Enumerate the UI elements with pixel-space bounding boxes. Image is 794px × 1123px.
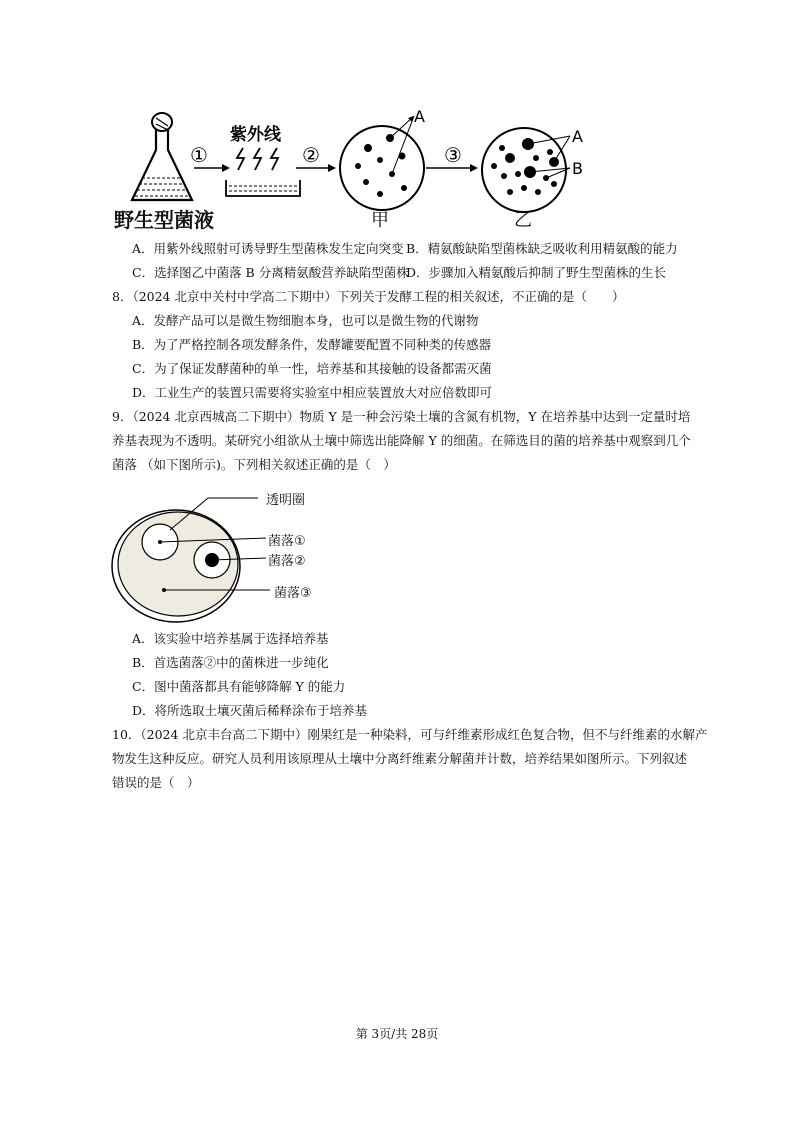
step2-label: ②: [302, 143, 320, 167]
caption-jia: 甲: [371, 210, 389, 231]
step1-label: ①: [190, 143, 208, 167]
caption-wild-type: 野生型菌液: [114, 208, 214, 232]
q10-stem-line2: 物发生这种反应。研究人员利用该原理从土壤中分离纤维素分解菌并计数，培养结果如图所示。下列叙述: [112, 751, 688, 766]
q8-option-d: D．工业生产的装置只需要将实验室中相应装置放大对应倍数即可: [132, 385, 493, 400]
q9-stem-line2: 养基表现为不透明。某研究小组欲从土壤中筛选出能降解 Y 的细菌。在筛选目的菌的培养基中观察到几个: [112, 433, 691, 448]
q8-option-b: B．为了严格控制各项发酵条件，发酵罐要配置不同种类的传感器: [132, 337, 492, 352]
page-number-footer: 第 3页/共 28页: [355, 1027, 439, 1041]
q9-option-d: D．将所选取土壤灭菌后稀释涂布于培养基: [132, 703, 368, 718]
uv-label: 紫外线: [230, 125, 281, 145]
q9-stem-line3: 菌落 （如下图所示)。下列相关叙述正确的是（ ）: [112, 457, 396, 472]
label-colony-3: 菌落③: [274, 586, 312, 601]
q10-stem-line3: 错误的是（ ）: [112, 775, 200, 790]
plate-jia: [340, 116, 424, 210]
q8-option-a: A．发酵产品可以是微生物细胞本身，也可以是微生物的代谢物: [132, 313, 479, 328]
label-colony-1: 菌落①: [268, 534, 306, 549]
q9-stem-line1: 9．（2024 北京西城高二下期中）物质 Y 是一种会污染土壤的含氮有机物，Y 在培养基中达到一定量时培: [112, 409, 691, 424]
label-a-jia: A: [414, 107, 425, 126]
caption-yi: 乙: [514, 210, 532, 231]
flask-icon: [132, 113, 192, 200]
q8-stem: 8．（2024 北京中关村中学高二下期中）下列关于发酵工程的相关叙述，不正确的是（ ）: [112, 289, 625, 304]
label-colony-2: 菌落②: [268, 554, 306, 569]
q9-option-c: C．图中菌落都具有能够降解 Y 的能力: [132, 679, 346, 694]
q7-option-b: B．精氨酸缺陷型菌株缺乏吸收利用精氨酸的能力: [406, 241, 678, 256]
q7-option-c: C．选择图乙中菌落 B 分离精氨酸营养缺陷型菌株: [132, 265, 409, 280]
petri-dish-icon: [226, 180, 300, 196]
q7-option-a: A．用紫外线照射可诱导野生型菌株发生定向突变: [132, 241, 404, 256]
label-clear-zone: 透明圈: [266, 493, 306, 508]
step3-label: ③: [444, 143, 462, 167]
q9-option-b: B．首选菌落②中的菌株进一步纯化: [132, 655, 329, 670]
q9-option-a: A．该实验中培养基属于选择培养基: [132, 631, 329, 646]
q7-option-d: D．步骤加入精氨酸后抑制了野生型菌株的生长: [406, 265, 667, 280]
q8-option-c: C．为了保证发酵菌种的单一性，培养基和其接触的设备都需灭菌: [132, 361, 492, 376]
label-b-yi: B: [572, 159, 583, 178]
plate-yi: [482, 128, 570, 212]
label-a-yi: A: [572, 127, 583, 146]
lightning-icon: [237, 148, 278, 170]
q10-stem-line1: 10．（2024 北京丰台高二下期中）刚果红是一种染料，可与纤维素形成红色复合物，但不与纤维素的水解产: [112, 727, 708, 742]
